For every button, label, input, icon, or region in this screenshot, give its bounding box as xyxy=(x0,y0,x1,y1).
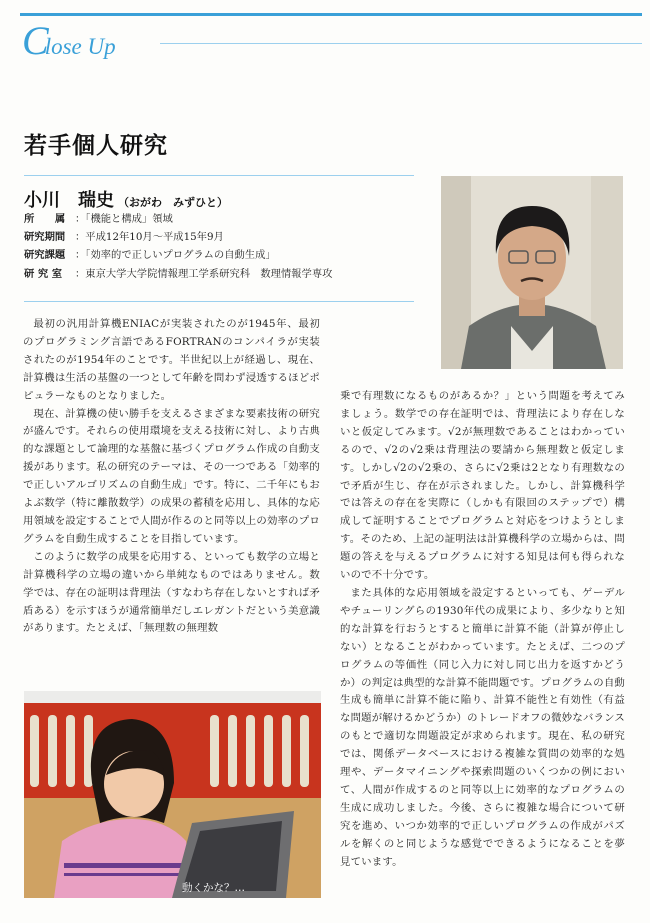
detail-topic xyxy=(24,246,332,264)
profile-top-rule xyxy=(24,175,414,176)
detail-period xyxy=(24,228,332,246)
header-rule xyxy=(160,43,642,44)
child-with-laptop-photo xyxy=(24,691,321,898)
researcher-name xyxy=(24,186,228,212)
body-column-2 xyxy=(340,388,625,871)
paragraph: このように数学の成果を応用する、といっても数学の立場と計算機科学の立場の違いから単純なものではありません。数学では、存在の証明は背理法（すなわち存在しないとすれば矛盾ある）を示すほうが通常簡単だしエレガントだという美意識があります。たとえば、「無理数の無理数 xyxy=(23,550,320,635)
article-title: 若手個人研究 xyxy=(24,133,168,159)
profile-bottom-rule xyxy=(24,301,414,302)
detail-lab xyxy=(24,265,332,283)
detail-affiliation xyxy=(24,210,332,228)
paragraph: 最初の汎用計算機ENIACが実装されたのが1945年、最初のプログラミング言語であるFORTRANのコンパイラが実装されたのが1954年のことです。半世紀以上が経過し、現在、計算機は生活の基盤の一つとして年齢を問わず浸透するほどポピュラーなものとなりました。 xyxy=(23,318,320,402)
header-initial: C xyxy=(22,18,49,63)
header-title: lose Up xyxy=(44,34,116,59)
detail-label: 研究課題 xyxy=(24,249,66,262)
paragraph: 現在、計算機の使い勝手を支えるさまざまな要素技術の研究が盛んです。それらの使用環境を支える技術に対し、より古典的な課題として論理的な基盤に基づくプログラム作成の自動支援があります。私の研究のテーマは、その一つである「効率的で正しいアルゴリズムの自動生成」です。特に、二千年にもおよぶ数学（特に離散数学）の成果の蓄積を応用し、具体的な応用領域を設定することで人間が作るのと同等以上の効率のプログラムを自動生成することを目指しています。 xyxy=(23,407,320,545)
detail-value: ：「効率的で正しいプログラムの自動生成」 xyxy=(75,249,276,262)
detail-value: ：東京大学大学院情報理工学系研究科 数理情報学専攻 xyxy=(75,267,333,280)
paragraph: また具体的な応用領域を設定するといっても、ゲーデルやチューリングらの1930年代の成果により、多少なりと知的な計算を行おうとすると簡単に計算不能（計算が停止しない）となることがわかっています。たとえば、二つのプログラムの等価性（同じ入力に対し同じ出力を返すかどうか）の判定は典型的な計算不能問題です。プログラムの自動生成も簡単に計算不能に陥り、計算不能性と有効性（有益な問題が解けるかどうか）のトレードオフの微妙なバランスのもとで適切な問題設定が求められます。現在、私の研究では、関係データベースにおける複雑な質問の効率的な処理や、データマイニングや探索問題のいくつかの例において、人間が作成するのと同等以上に効率的なプログラムの生成に成功しました。今後、さらに複雑な場合について研究を進め、いつか効率的で正しいプログラムの作成がパズルを解くのと同じような感覚でできるようになることを夢見ています。 xyxy=(340,586,626,868)
detail-value: ：「機能と構成」領域 xyxy=(75,213,173,225)
detail-label: 所 属 xyxy=(24,213,66,225)
detail-value: ：平成12年10月～平成15年9月 xyxy=(75,231,224,244)
photo-caption: 動くかな？… xyxy=(182,882,245,894)
section-header xyxy=(22,17,116,63)
name-reading: （おがわ みずひと） xyxy=(118,196,228,209)
detail-label: 研 究 室 xyxy=(24,267,63,280)
researcher-portrait xyxy=(441,176,623,369)
profile-details xyxy=(24,210,332,283)
body-column-1 xyxy=(23,316,320,638)
paragraph: 乗で有理数になるものがあるか？」という問題を考えてみましょう。数学での存在証明では、背理法により存在しないと仮定してみます。√2が無理数であることはわかっているので、√2の√2乗は背理法の要請から無理数と仮定します。しかし√2の√2乗の、さらに√2乗は2となり有理数なので矛盾が生じ、存在が示されました。しかし、計算機科学では答えの存在を実際に（しかも有限回のステップで）構成して証明することでプログラムと対応をつけようとします。そのため、上記の証明法は計算機科学の立場からは、問題の答えを与えるプログラムに対する知見は何も得られないので不十分です。 xyxy=(340,390,625,582)
header-top-rule xyxy=(20,13,642,16)
detail-label: 研究期間 xyxy=(24,231,66,244)
name-text: 小川 瑞史 xyxy=(24,190,114,211)
